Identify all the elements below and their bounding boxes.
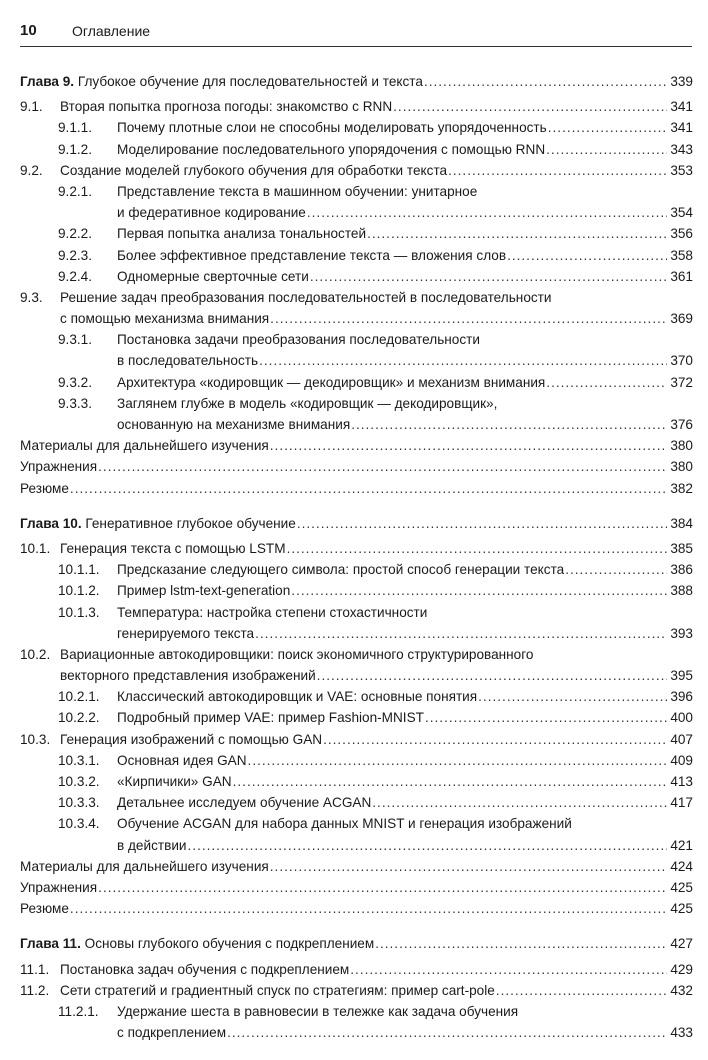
page-ref: 395 xyxy=(670,668,693,684)
entry-title: Материалы для дальнейшего изучения xyxy=(20,858,269,874)
leader-dots xyxy=(70,478,667,499)
toc-entry-line xyxy=(117,792,693,813)
section-number: 11.2. xyxy=(20,982,50,998)
section-number: 10.2.2. xyxy=(58,710,100,726)
toc-entry-line xyxy=(20,877,693,898)
toc-entry[interactable] xyxy=(20,898,693,919)
page-ref: 424 xyxy=(670,858,693,874)
toc-entry-line xyxy=(20,856,693,877)
entry-title-cont: основанную на механизме внимания xyxy=(117,417,351,432)
toc-entry[interactable] xyxy=(20,877,693,898)
toc-entry-line xyxy=(60,959,693,980)
entry-title-cont: в действии xyxy=(117,837,187,853)
toc-entry[interactable] xyxy=(20,750,693,771)
entry-title-cont: векторного представления изображений xyxy=(60,668,316,684)
toc-entry[interactable] xyxy=(20,456,693,477)
toc-entry[interactable] xyxy=(20,602,693,623)
section-number: 10.3.4. xyxy=(58,816,100,832)
toc-entry[interactable] xyxy=(20,623,693,644)
page-ref: 433 xyxy=(670,1025,693,1041)
toc-entry-line xyxy=(117,372,693,393)
leader-dots xyxy=(310,266,668,287)
section-number: 11.1. xyxy=(20,961,50,977)
page-ref: 343 xyxy=(670,141,693,157)
page-header xyxy=(20,22,692,47)
section-number: 10.2.1. xyxy=(58,689,100,705)
toc-entry[interactable] xyxy=(20,329,693,350)
toc-entry[interactable] xyxy=(20,771,693,792)
section-number: 10.3.3. xyxy=(58,795,100,811)
section-number: 9.2. xyxy=(20,162,43,178)
page-ref: 369 xyxy=(670,311,693,327)
leader-dots xyxy=(270,308,667,329)
section-number: 10.3.2. xyxy=(58,774,100,789)
entry-title-cont: генерируемого текста xyxy=(117,625,255,641)
entry-title: Генерация изображений с помощью GAN xyxy=(60,731,323,747)
toc-entry-line xyxy=(20,513,693,534)
section-number: 10.1. xyxy=(20,540,51,556)
running-title: Оглавление xyxy=(72,23,151,39)
toc-entry-line xyxy=(20,478,693,499)
toc-entry[interactable] xyxy=(20,181,693,202)
page-ref: 384 xyxy=(670,515,693,531)
section-number: 9.1.1. xyxy=(58,120,93,136)
spacer xyxy=(20,919,693,933)
leader-dots xyxy=(259,350,667,371)
page-ref: 409 xyxy=(670,752,693,768)
chapter-title: Основы глубокого обучения с подкреплением xyxy=(84,936,375,952)
leader-dots xyxy=(351,414,667,435)
toc-entry[interactable] xyxy=(20,665,693,686)
toc-entry-line xyxy=(117,223,693,244)
page-ref: 425 xyxy=(670,879,693,895)
entry-title: Сети стратегий и градиентный спуск по стратегиям: пример cart-pole xyxy=(60,982,495,998)
entry-title: Постановка задач обучения с подкреплением xyxy=(60,961,350,977)
toc-entry-line xyxy=(117,202,693,223)
leader-dots xyxy=(546,372,667,393)
section-number: 10.1.1. xyxy=(58,562,100,578)
leader-dots xyxy=(317,665,668,686)
entry-title: Создание моделей глубокого обучения для обработки текста xyxy=(60,162,448,178)
leader-dots xyxy=(548,117,668,138)
entry-title: Постановка задачи преобразования последовательности xyxy=(117,332,480,348)
toc-entry-line xyxy=(60,160,693,181)
page-ref: 382 xyxy=(670,480,693,496)
toc-entry[interactable] xyxy=(20,933,693,954)
section-number: 10.2. xyxy=(20,646,51,662)
page-ref: 376 xyxy=(670,417,693,432)
chapter-label: Глава 10. xyxy=(20,515,82,531)
page-ref: 341 xyxy=(670,99,693,115)
page-ref: 393 xyxy=(670,625,693,641)
toc-entry-line xyxy=(117,139,693,160)
toc-entry[interactable] xyxy=(20,372,693,393)
leader-dots xyxy=(248,750,668,771)
table-of-contents xyxy=(20,71,693,1043)
toc-entry-line xyxy=(117,245,693,266)
page-ref: 413 xyxy=(670,774,693,789)
page-ref: 421 xyxy=(670,837,693,853)
toc-entry[interactable] xyxy=(20,580,693,601)
entry-title: Удержание шеста в равновесии в тележке как задача обучения xyxy=(117,1003,519,1019)
section-number: 10.3.1. xyxy=(58,752,100,768)
leader-dots xyxy=(270,435,668,456)
page-ref: 358 xyxy=(670,247,693,263)
page-ref: 380 xyxy=(670,438,693,454)
toc-entry-line xyxy=(60,980,693,1001)
spacer xyxy=(20,499,693,513)
toc-entry[interactable] xyxy=(20,644,693,665)
toc-entry[interactable] xyxy=(20,287,693,308)
toc-entry[interactable] xyxy=(20,813,693,834)
section-number: 10.1.2. xyxy=(58,583,100,599)
page-ref: 353 xyxy=(670,162,693,178)
leader-dots xyxy=(270,856,668,877)
page-ref: 386 xyxy=(670,562,693,578)
entry-title: Резюме xyxy=(20,480,69,496)
entry-title: Представление текста в машинном обучении: унитарное xyxy=(117,183,478,199)
entry-title-cont: с подкреплением xyxy=(117,1025,227,1041)
entry-title: Моделирование последовательного упорядочения с помощью RNN xyxy=(117,141,546,157)
toc-entry-line xyxy=(117,580,693,601)
entry-title: Упражнения xyxy=(20,879,98,895)
toc-entry-line xyxy=(117,835,693,856)
toc-entry[interactable] xyxy=(20,393,693,414)
entry-title: Обучение ACGAN для набора данных MNIST и генерация изображений xyxy=(117,816,572,832)
section-number: 10.1.3. xyxy=(58,604,100,620)
toc-entry-line xyxy=(117,117,693,138)
leader-dots xyxy=(546,139,667,160)
toc-entry-line xyxy=(20,71,693,92)
toc-entry-line xyxy=(20,933,693,954)
leader-dots xyxy=(227,1022,667,1043)
entry-title: Температура: настройка степени стохастичности xyxy=(117,604,428,620)
entry-title: Решение задач преобразования последовательностей в последовательности xyxy=(60,289,552,305)
toc-entry-line xyxy=(60,96,693,117)
entry-title: Классический автокодировщик и VAE: основные понятия xyxy=(117,689,478,705)
leader-dots xyxy=(424,71,667,92)
page-ref: 370 xyxy=(670,353,693,369)
leader-dots xyxy=(255,623,667,644)
section-number: 9.2.1. xyxy=(58,183,93,199)
page-ref: 380 xyxy=(670,459,693,475)
toc-entry-line xyxy=(20,898,693,919)
leader-dots xyxy=(507,245,667,266)
page-ref: 427 xyxy=(670,936,693,952)
toc-entry-line xyxy=(117,414,693,435)
toc-entry-line xyxy=(117,707,693,728)
page-ref: 417 xyxy=(670,795,693,811)
toc-entry-line xyxy=(60,665,693,686)
entry-title: Генерация текста с помощью LSTM xyxy=(60,540,286,556)
section-number: 9.2.4. xyxy=(58,268,93,284)
leader-dots xyxy=(478,686,667,707)
entry-title: Пример lstm-text-generation xyxy=(117,583,291,599)
entry-title: Подробный пример VAE: пример Fashion-MNIST xyxy=(117,710,424,726)
page-ref: 432 xyxy=(670,982,693,998)
entry-title: Архитектура «кодировщик — декодировщик» и механизм внимания xyxy=(117,374,546,390)
entry-title: Заглянем глубже в модель «кодировщик — декодировщик», xyxy=(117,395,498,411)
entry-title: Детальнее исследуем обучение ACGAN xyxy=(117,795,372,811)
leader-dots xyxy=(496,980,668,1001)
leader-dots xyxy=(291,580,667,601)
page-ref: 354 xyxy=(670,205,693,221)
chapter-label: Глава 11. xyxy=(20,936,81,952)
leader-dots xyxy=(448,160,667,181)
toc-entry-line xyxy=(60,729,693,750)
entry-title: Одномерные сверточные сети xyxy=(117,268,309,284)
toc-entry-line xyxy=(117,771,693,792)
page-ref: 396 xyxy=(670,689,693,705)
toc-entry[interactable] xyxy=(20,513,693,534)
toc-entry[interactable] xyxy=(20,980,693,1001)
leader-dots xyxy=(350,959,667,980)
leader-dots xyxy=(70,898,667,919)
toc-entry-line xyxy=(117,266,693,287)
leader-dots xyxy=(323,729,667,750)
toc-entry[interactable] xyxy=(20,435,693,456)
page-ref: 388 xyxy=(670,583,693,599)
toc-entry-line xyxy=(60,538,693,559)
toc-entry[interactable] xyxy=(20,160,693,181)
toc-entry-line xyxy=(117,623,693,644)
leader-dots xyxy=(425,707,667,728)
section-number: 10.3. xyxy=(20,731,51,747)
page-ref: 425 xyxy=(670,901,693,917)
toc-entry-line xyxy=(117,750,693,771)
section-number: 11.2.1. xyxy=(58,1003,99,1019)
toc-entry[interactable] xyxy=(20,1022,693,1043)
entry-title: Упражнения xyxy=(20,459,98,475)
toc-entry[interactable] xyxy=(20,308,693,329)
page-ref: 356 xyxy=(670,226,693,242)
toc-entry-line xyxy=(117,559,693,580)
entry-title: «Кирпичики» GAN xyxy=(117,774,232,789)
toc-entry[interactable] xyxy=(20,223,693,244)
page-number: 10 xyxy=(20,22,37,39)
toc-entry-line xyxy=(60,308,693,329)
leader-dots xyxy=(233,771,668,792)
toc-entry[interactable] xyxy=(20,414,693,435)
page-ref: 407 xyxy=(670,731,693,747)
toc-entry-line xyxy=(117,350,693,371)
toc-entry[interactable] xyxy=(20,707,693,728)
toc-entry-line xyxy=(20,435,693,456)
toc-entry[interactable] xyxy=(20,350,693,371)
entry-title: Резюме xyxy=(20,901,69,917)
toc-entry[interactable] xyxy=(20,266,693,287)
toc-entry[interactable] xyxy=(20,139,693,160)
leader-dots xyxy=(393,96,667,117)
leader-dots xyxy=(372,792,667,813)
toc-entry[interactable] xyxy=(20,478,693,499)
page-ref: 372 xyxy=(670,374,693,390)
toc-entry[interactable] xyxy=(20,1001,693,1022)
toc-entry[interactable] xyxy=(20,792,693,813)
leader-dots xyxy=(188,835,668,856)
toc-entry[interactable] xyxy=(20,686,693,707)
toc-entry[interactable] xyxy=(20,117,693,138)
toc-entry-line xyxy=(20,456,693,477)
toc-entry-line xyxy=(117,1022,693,1043)
page-ref: 400 xyxy=(670,710,693,726)
entry-title-cont: в последовательность xyxy=(117,353,259,369)
entry-title: Первая попытка анализа тональностей xyxy=(117,226,367,242)
leader-dots xyxy=(297,513,668,534)
leader-dots xyxy=(287,538,668,559)
chapter-title: Глубокое обучение для последовательностей и текста xyxy=(77,74,423,89)
section-number: 9.2.2. xyxy=(58,226,93,242)
chapter-title: Генеративное глубокое обучение xyxy=(85,515,296,531)
entry-title: Основная идея GAN xyxy=(117,752,247,768)
leader-dots xyxy=(565,559,667,580)
page-ref: 341 xyxy=(670,120,693,136)
toc-entry-line xyxy=(117,686,693,707)
entry-title-cont: и федеративное кодирование xyxy=(117,205,306,221)
leader-dots xyxy=(98,456,667,477)
leader-dots xyxy=(367,223,667,244)
section-number: 9.1. xyxy=(20,99,43,115)
page-ref: 339 xyxy=(670,74,693,89)
toc-entry[interactable] xyxy=(20,959,693,980)
page-ref: 429 xyxy=(670,961,693,977)
entry-title: Предсказание следующего символа: простой способ генерации текста xyxy=(117,562,565,578)
toc-entry[interactable] xyxy=(20,729,693,750)
chapter-label: Глава 9. xyxy=(20,74,75,89)
entry-title: Материалы для дальнейшего изучения xyxy=(20,438,269,454)
toc-entry[interactable] xyxy=(20,202,693,223)
toc-entry[interactable] xyxy=(20,835,693,856)
entry-title: Почему плотные слои не способны моделировать упорядоченность xyxy=(117,120,547,136)
entry-title: Вторая попытка прогноза погоды: знакомство с RNN xyxy=(60,99,393,115)
entry-title-cont: с помощью механизма внимания xyxy=(60,311,270,327)
toc-entry[interactable] xyxy=(20,245,693,266)
entry-title: Вариационные автокодировщики: поиск экономичного структурированного xyxy=(60,646,534,662)
section-number: 9.3.1. xyxy=(58,332,93,348)
section-number: 9.1.2. xyxy=(58,141,93,157)
toc-entry[interactable] xyxy=(20,856,693,877)
entry-title: Более эффективное представление текста — вложения слов xyxy=(117,247,507,263)
section-number: 9.3.3. xyxy=(58,395,93,411)
section-number: 9.2.3. xyxy=(58,247,93,263)
toc-entry[interactable] xyxy=(20,559,693,580)
leader-dots xyxy=(375,933,667,954)
leader-dots xyxy=(98,877,667,898)
section-number: 9.3.2. xyxy=(58,374,93,390)
leader-dots xyxy=(307,202,667,223)
toc-entry[interactable] xyxy=(20,538,693,559)
page-ref: 361 xyxy=(670,268,693,284)
page-ref: 385 xyxy=(670,540,693,556)
toc-entry[interactable] xyxy=(20,96,693,117)
toc-entry[interactable] xyxy=(20,71,693,92)
section-number: 9.3. xyxy=(20,289,43,305)
